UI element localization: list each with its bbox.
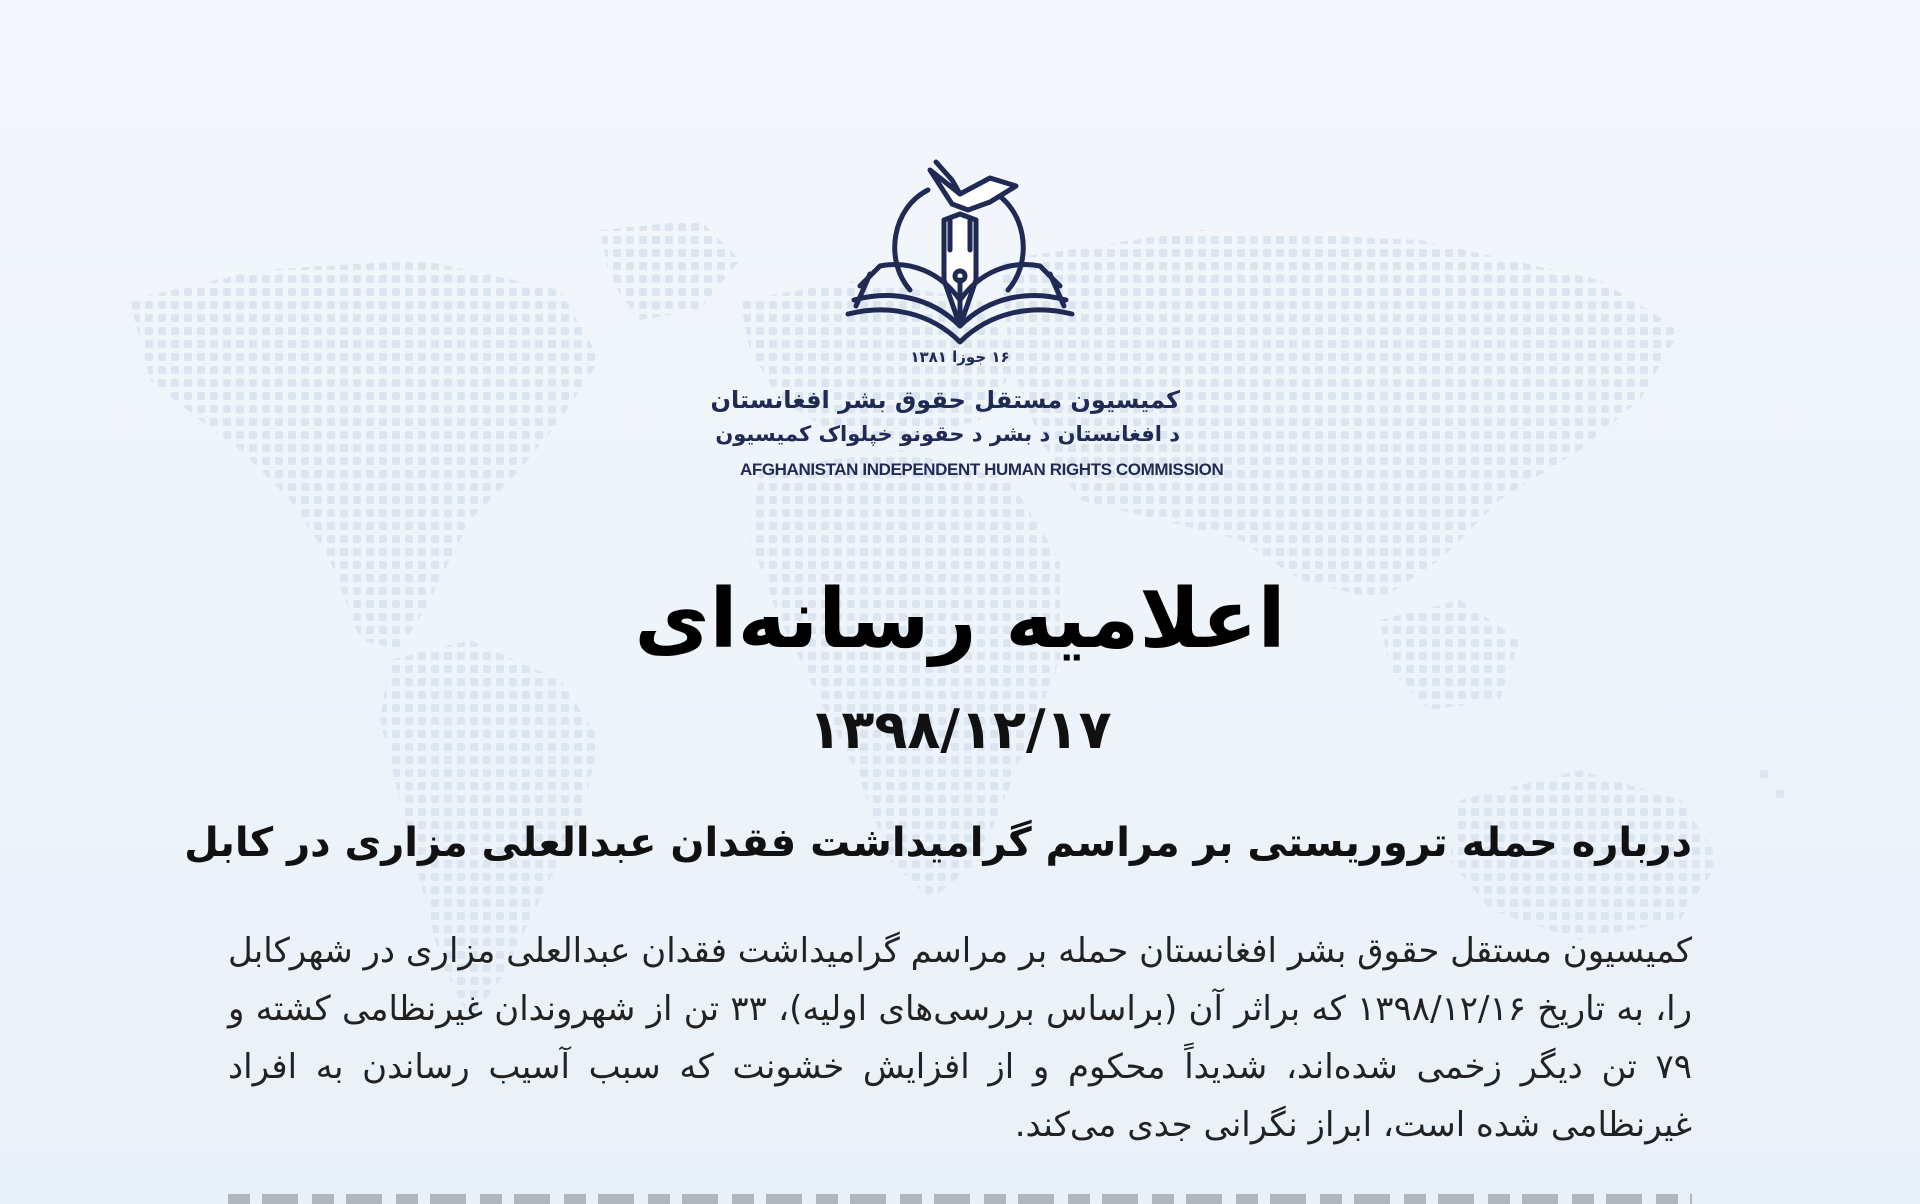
org-name-english: AFGHANISTAN INDEPENDENT HUMAN RIGHTS COMMISSION bbox=[740, 460, 1224, 479]
statement-title: اعلامیه رسانه‌ای bbox=[634, 572, 1286, 667]
map-greenland bbox=[600, 220, 740, 320]
statement-body: کمیسیون مستقل حقوق بشر افغانستان حمله بر مراسم گرامیداشت فقدان عبدالعلی مزاری در شهرکابل را، به تاریخ ۱۳۹۸/۱۲/۱۶ که براثر آن (براساس بررسی‌های اولیه)، ۳۳ تن از شهروندان غیرنظامی کشته و ۷۹ تن دیگر زخمی شده‌اند، شدیداً محکوم و از افزایش خشونت که سبب آسیب رساندن به افراد غیرنظامی شده است، ابراز نگرانی جدی می‌کند. bbox=[228, 931, 1692, 1145]
statement-date: ۱۳۹۸/۱۲/۱۷ bbox=[808, 698, 1112, 761]
org-name-pashto: د افغانستان د بشر د حقونو خپلواک کمیسیون bbox=[715, 422, 1180, 446]
dove-pen-book-emblem-icon bbox=[840, 150, 1080, 360]
aihrc-logo bbox=[710, 150, 1224, 490]
org-name-dari: کمیسیون مستقل حقوق بشر افغانستان bbox=[710, 386, 1180, 414]
cut-off-text-fragment bbox=[228, 1194, 1692, 1204]
founding-date: ۱۶ جوزا ۱۳۸۱ bbox=[910, 348, 1010, 366]
cut-off-text-line bbox=[228, 1186, 1692, 1204]
statement-subject: درباره حمله تروریستی بر مراسم گرامیداشت فقدان عبدالعلی مزاری در کابل bbox=[184, 820, 1692, 866]
